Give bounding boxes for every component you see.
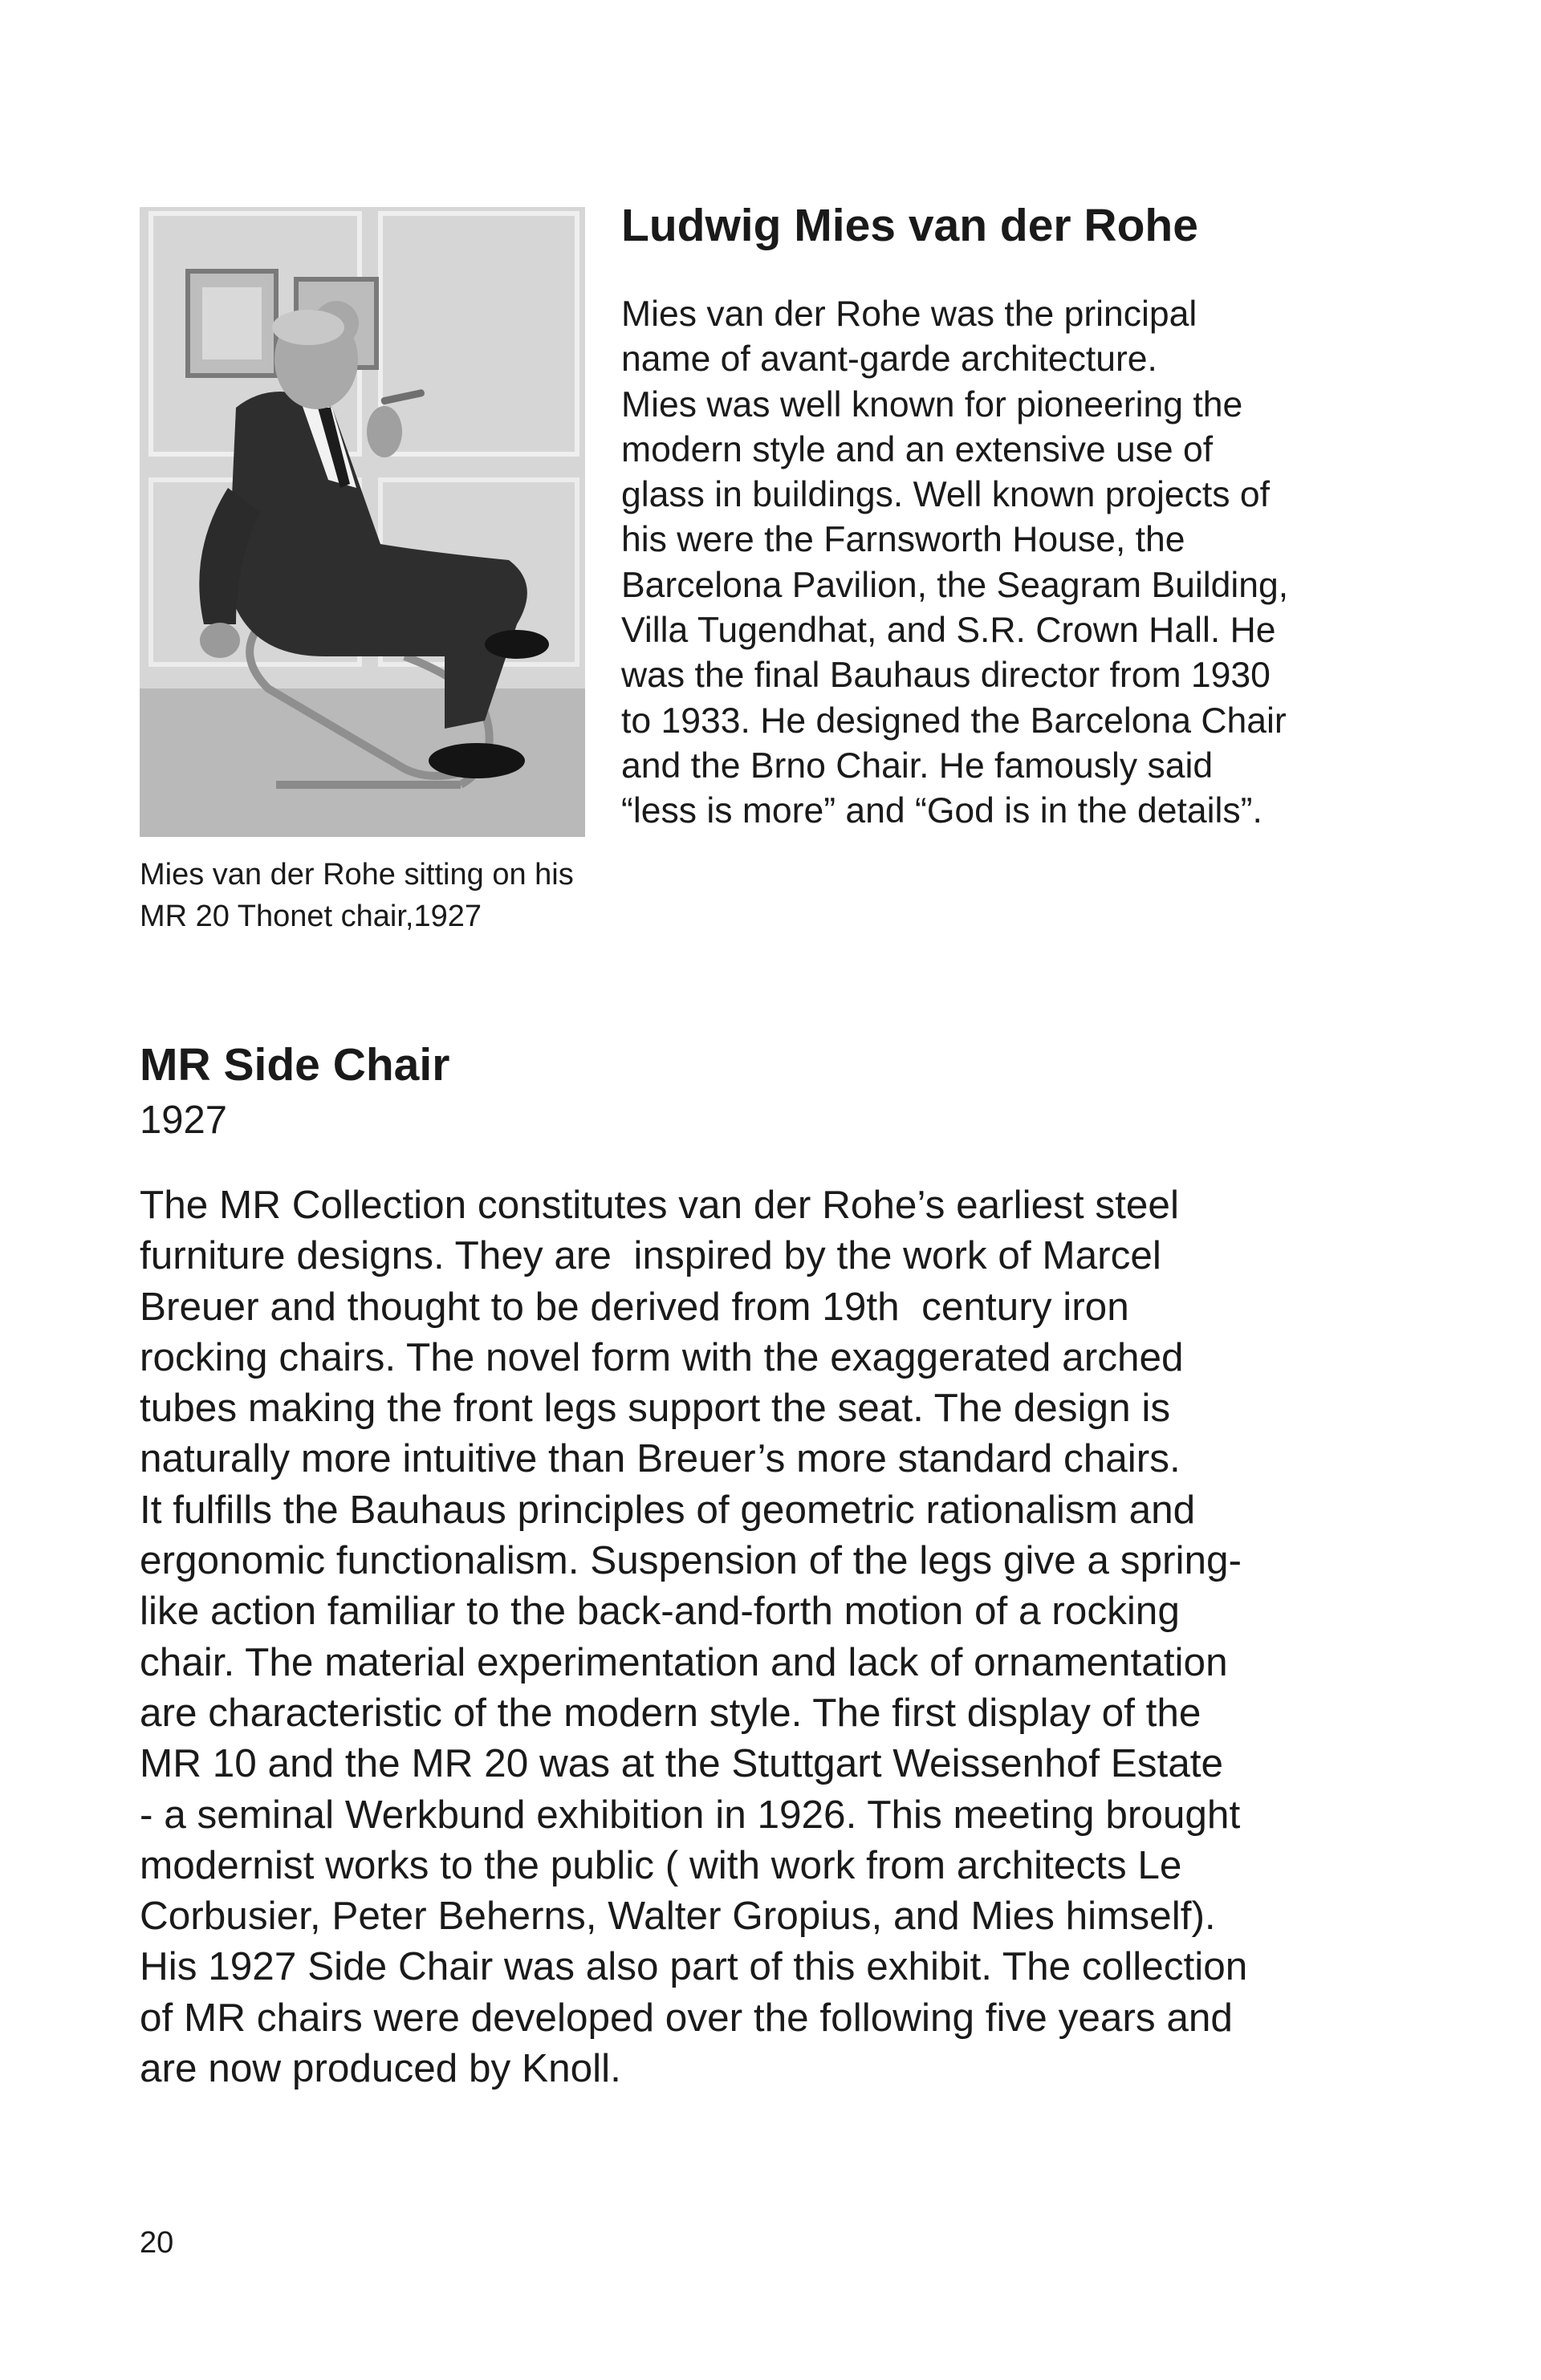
bio-line: to 1933. He designed the Barcelona Chair bbox=[621, 701, 1287, 741]
body-line: ergonomic functionalism. Suspension of the legs give a spring- bbox=[140, 1538, 1242, 1583]
bio-line: Mies was well known for pioneering the bbox=[621, 384, 1243, 424]
bio-line: his were the Farnsworth House, the bbox=[621, 520, 1185, 560]
bio-line: name of avant-garde architecture. bbox=[621, 339, 1157, 380]
page-number: 20 bbox=[140, 2226, 174, 2260]
photo-caption bbox=[140, 854, 621, 937]
body-line: like action familiar to the back-and-forth motion of a rocking bbox=[140, 1589, 1180, 1634]
body-line: Corbusier, Peter Beherns, Walter Gropius, and Mies himself). bbox=[140, 1894, 1216, 1939]
caption-line: MR 20 Thonet chair,1927 bbox=[140, 900, 482, 933]
body-line: MR 10 and the MR 20 was at the Stuttgart Weissenhof Estate bbox=[140, 1741, 1224, 1786]
body-line: - a seminal Werkbund exhibition in 1926. This meeting brought bbox=[140, 1792, 1241, 1837]
body-line: It fulfills the Bauhaus principles of geometric rationalism and bbox=[140, 1487, 1196, 1532]
body-line: Breuer and thought to be derived from 19th century iron bbox=[140, 1284, 1129, 1329]
body-line: naturally more intuitive than Breuer’s more standard chairs. bbox=[140, 1436, 1181, 1481]
body-line: modernist works to the public ( with work from architects Le bbox=[140, 1842, 1182, 1887]
bio-paragraph bbox=[621, 292, 1424, 835]
body-line: rocking chairs. The novel form with the exaggerated arched bbox=[140, 1334, 1184, 1379]
caption-line: Mies van der Rohe sitting on his bbox=[140, 858, 574, 891]
body-line: chair. The material experimentation and lack of ornamentation bbox=[140, 1639, 1228, 1684]
bio-line: Barcelona Pavilion, the Seagram Building, bbox=[621, 565, 1289, 605]
body-line: tubes making the front legs support the seat. The design is bbox=[140, 1386, 1171, 1431]
bio-line: Mies van der Rohe was the principal bbox=[621, 294, 1197, 334]
bio-line: Villa Tugendhat, and S.R. Crown Hall. He bbox=[621, 611, 1276, 651]
body-line: The MR Collection constitutes van der Rohe’s earliest steel bbox=[140, 1183, 1179, 1227]
bio-line: glass in buildings. Well known projects of bbox=[621, 475, 1270, 515]
body-line: are characteristic of the modern style. The first display of the bbox=[140, 1690, 1201, 1735]
section-paragraph bbox=[140, 1180, 1504, 2094]
bio-line: “less is more” and “God is in the details”. bbox=[621, 791, 1262, 831]
bio-line: and the Brno Chair. He famously said bbox=[621, 745, 1214, 786]
body-line: furniture designs. They are inspired by the work of Marcel bbox=[140, 1233, 1161, 1278]
body-line: are now produced by Knoll. bbox=[140, 2046, 621, 2091]
bio-line: modern style and an extensive use of bbox=[621, 429, 1214, 469]
portrait-photo bbox=[140, 207, 585, 837]
bio-heading: Ludwig Mies van der Rohe bbox=[621, 200, 1198, 251]
body-line: His 1927 Side Chair was also part of this exhibit. The collection bbox=[140, 1944, 1248, 1989]
body-line: of MR chairs were developed over the following five years and bbox=[140, 1995, 1233, 2040]
section-heading: MR Side Chair bbox=[140, 1039, 450, 1090]
section-year: 1927 bbox=[140, 1099, 228, 1142]
bio-line: was the final Bauhaus director from 1930 bbox=[621, 656, 1271, 696]
portrait-illustration bbox=[140, 207, 585, 837]
